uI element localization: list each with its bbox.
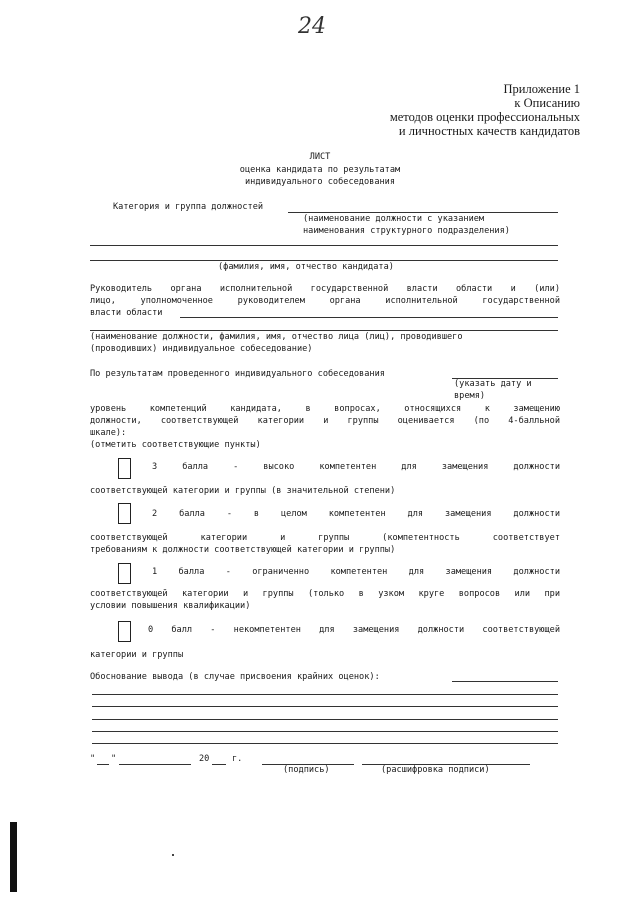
date-year-line[interactable]	[212, 764, 226, 765]
level-text-4: (отметить соответствующие пункты)	[90, 440, 261, 450]
option-0-checkbox[interactable]	[118, 621, 131, 642]
option-3-text-2: соответствующей категории и группы (в значительной степени)	[90, 486, 396, 496]
head-line-2[interactable]	[90, 330, 558, 331]
category-line[interactable]	[288, 212, 558, 213]
justification-line-5[interactable]	[92, 731, 558, 732]
option-0-text-2: категории и группы	[90, 650, 184, 660]
head-text-3: власти области	[90, 308, 163, 318]
date-day-line[interactable]	[97, 764, 109, 765]
date-quote-open: "	[90, 754, 96, 764]
scan-dust-mark	[172, 854, 174, 856]
option-2-text-2: соответствующей категории и группы (компетентность соответствует	[90, 533, 560, 543]
option-1-text-2: соответствующей категории и группы (только в узком круге вопросов или при	[90, 589, 560, 599]
justification-line-4[interactable]	[92, 719, 558, 720]
page-number: 24	[298, 14, 326, 39]
justification-line-1[interactable]	[452, 681, 558, 682]
option-1-text-1: 1 балла - ограниченно компетентен для замещения должности	[152, 567, 560, 577]
head-text-2: лицо, уполномоченное руководителем органа исполнительной государственной	[90, 296, 560, 306]
form-title-line-3: индивидуального собеседования	[244, 177, 396, 187]
form-title-line-2: оценка кандидата по результатам	[239, 165, 401, 175]
category-hint-2: наименования структурного подразделения)	[303, 226, 510, 236]
head-hint-2: (проводивших) индивидуальное собеседование)	[90, 344, 313, 354]
justification-line-6[interactable]	[92, 743, 558, 744]
form-title: ЛИСТ	[309, 152, 331, 162]
option-2-text-3: требованиям к должности соответствующей категории и группы)	[90, 545, 396, 555]
date-month-line[interactable]	[119, 764, 191, 765]
option-2-text-1: 2 балла - в целом компетентен для замещения должности	[152, 509, 560, 519]
option-0-text-1: 0 балл - некомпетентен для замещения должности соответствующей	[148, 625, 560, 635]
option-1-checkbox[interactable]	[118, 563, 131, 584]
scan-edge-mark	[10, 822, 17, 892]
option-2-checkbox[interactable]	[118, 503, 131, 524]
date-quote-close: "	[111, 754, 117, 764]
interview-label: По результатам проведенного индивидуального собеседования	[90, 369, 385, 379]
head-line-1[interactable]	[180, 317, 558, 318]
appendix-line-2: к Описанию	[514, 96, 580, 110]
category-label: Категория и группа должностей	[113, 202, 264, 212]
candidate-hint: (фамилия, имя, отчество кандидата)	[218, 262, 394, 272]
appendix-line-3: методов оценки профессиональных	[389, 110, 580, 124]
position-line-1[interactable]	[90, 245, 558, 246]
appendix-line-1: Приложение 1	[503, 82, 580, 96]
level-text-3: шкале):	[90, 428, 127, 438]
head-text-1: Руководитель органа исполнительной государственной власти области и (или)	[90, 284, 560, 294]
interview-hint-2: время)	[454, 391, 486, 401]
level-text-2: должности, соответствующей категории и группы оценивается (по 4-балльной	[90, 416, 560, 426]
position-line-2[interactable]	[90, 260, 558, 261]
justification-line-2[interactable]	[92, 694, 558, 695]
justification-label: Обоснование вывода (в случае присвоения крайних оценок):	[90, 672, 380, 682]
signature-hint: (подпись)	[283, 765, 330, 775]
option-3-checkbox[interactable]	[118, 458, 131, 479]
justification-line-3[interactable]	[92, 706, 558, 707]
appendix-line-4: и личностных качеств кандидатов	[398, 124, 580, 138]
option-1-text-3: условии повышения квалификации)	[90, 601, 251, 611]
date-year-prefix: 20	[199, 754, 210, 764]
level-text-1: уровень компетенций кандидата, в вопросах, относящихся к замещению	[90, 404, 560, 414]
date-year-suffix: г.	[232, 754, 243, 764]
head-hint-1: (наименование должности, фамилия, имя, отчество лица (лиц), проводившего	[90, 332, 463, 342]
signature-decode-hint: (расшифровка подписи)	[381, 765, 490, 775]
category-hint-1: (наименование должности с указанием	[303, 214, 485, 224]
interview-hint-1: (указать дату и	[454, 379, 532, 389]
option-3-text-1: 3 балла - высоко компетентен для замещения должности	[152, 462, 560, 472]
